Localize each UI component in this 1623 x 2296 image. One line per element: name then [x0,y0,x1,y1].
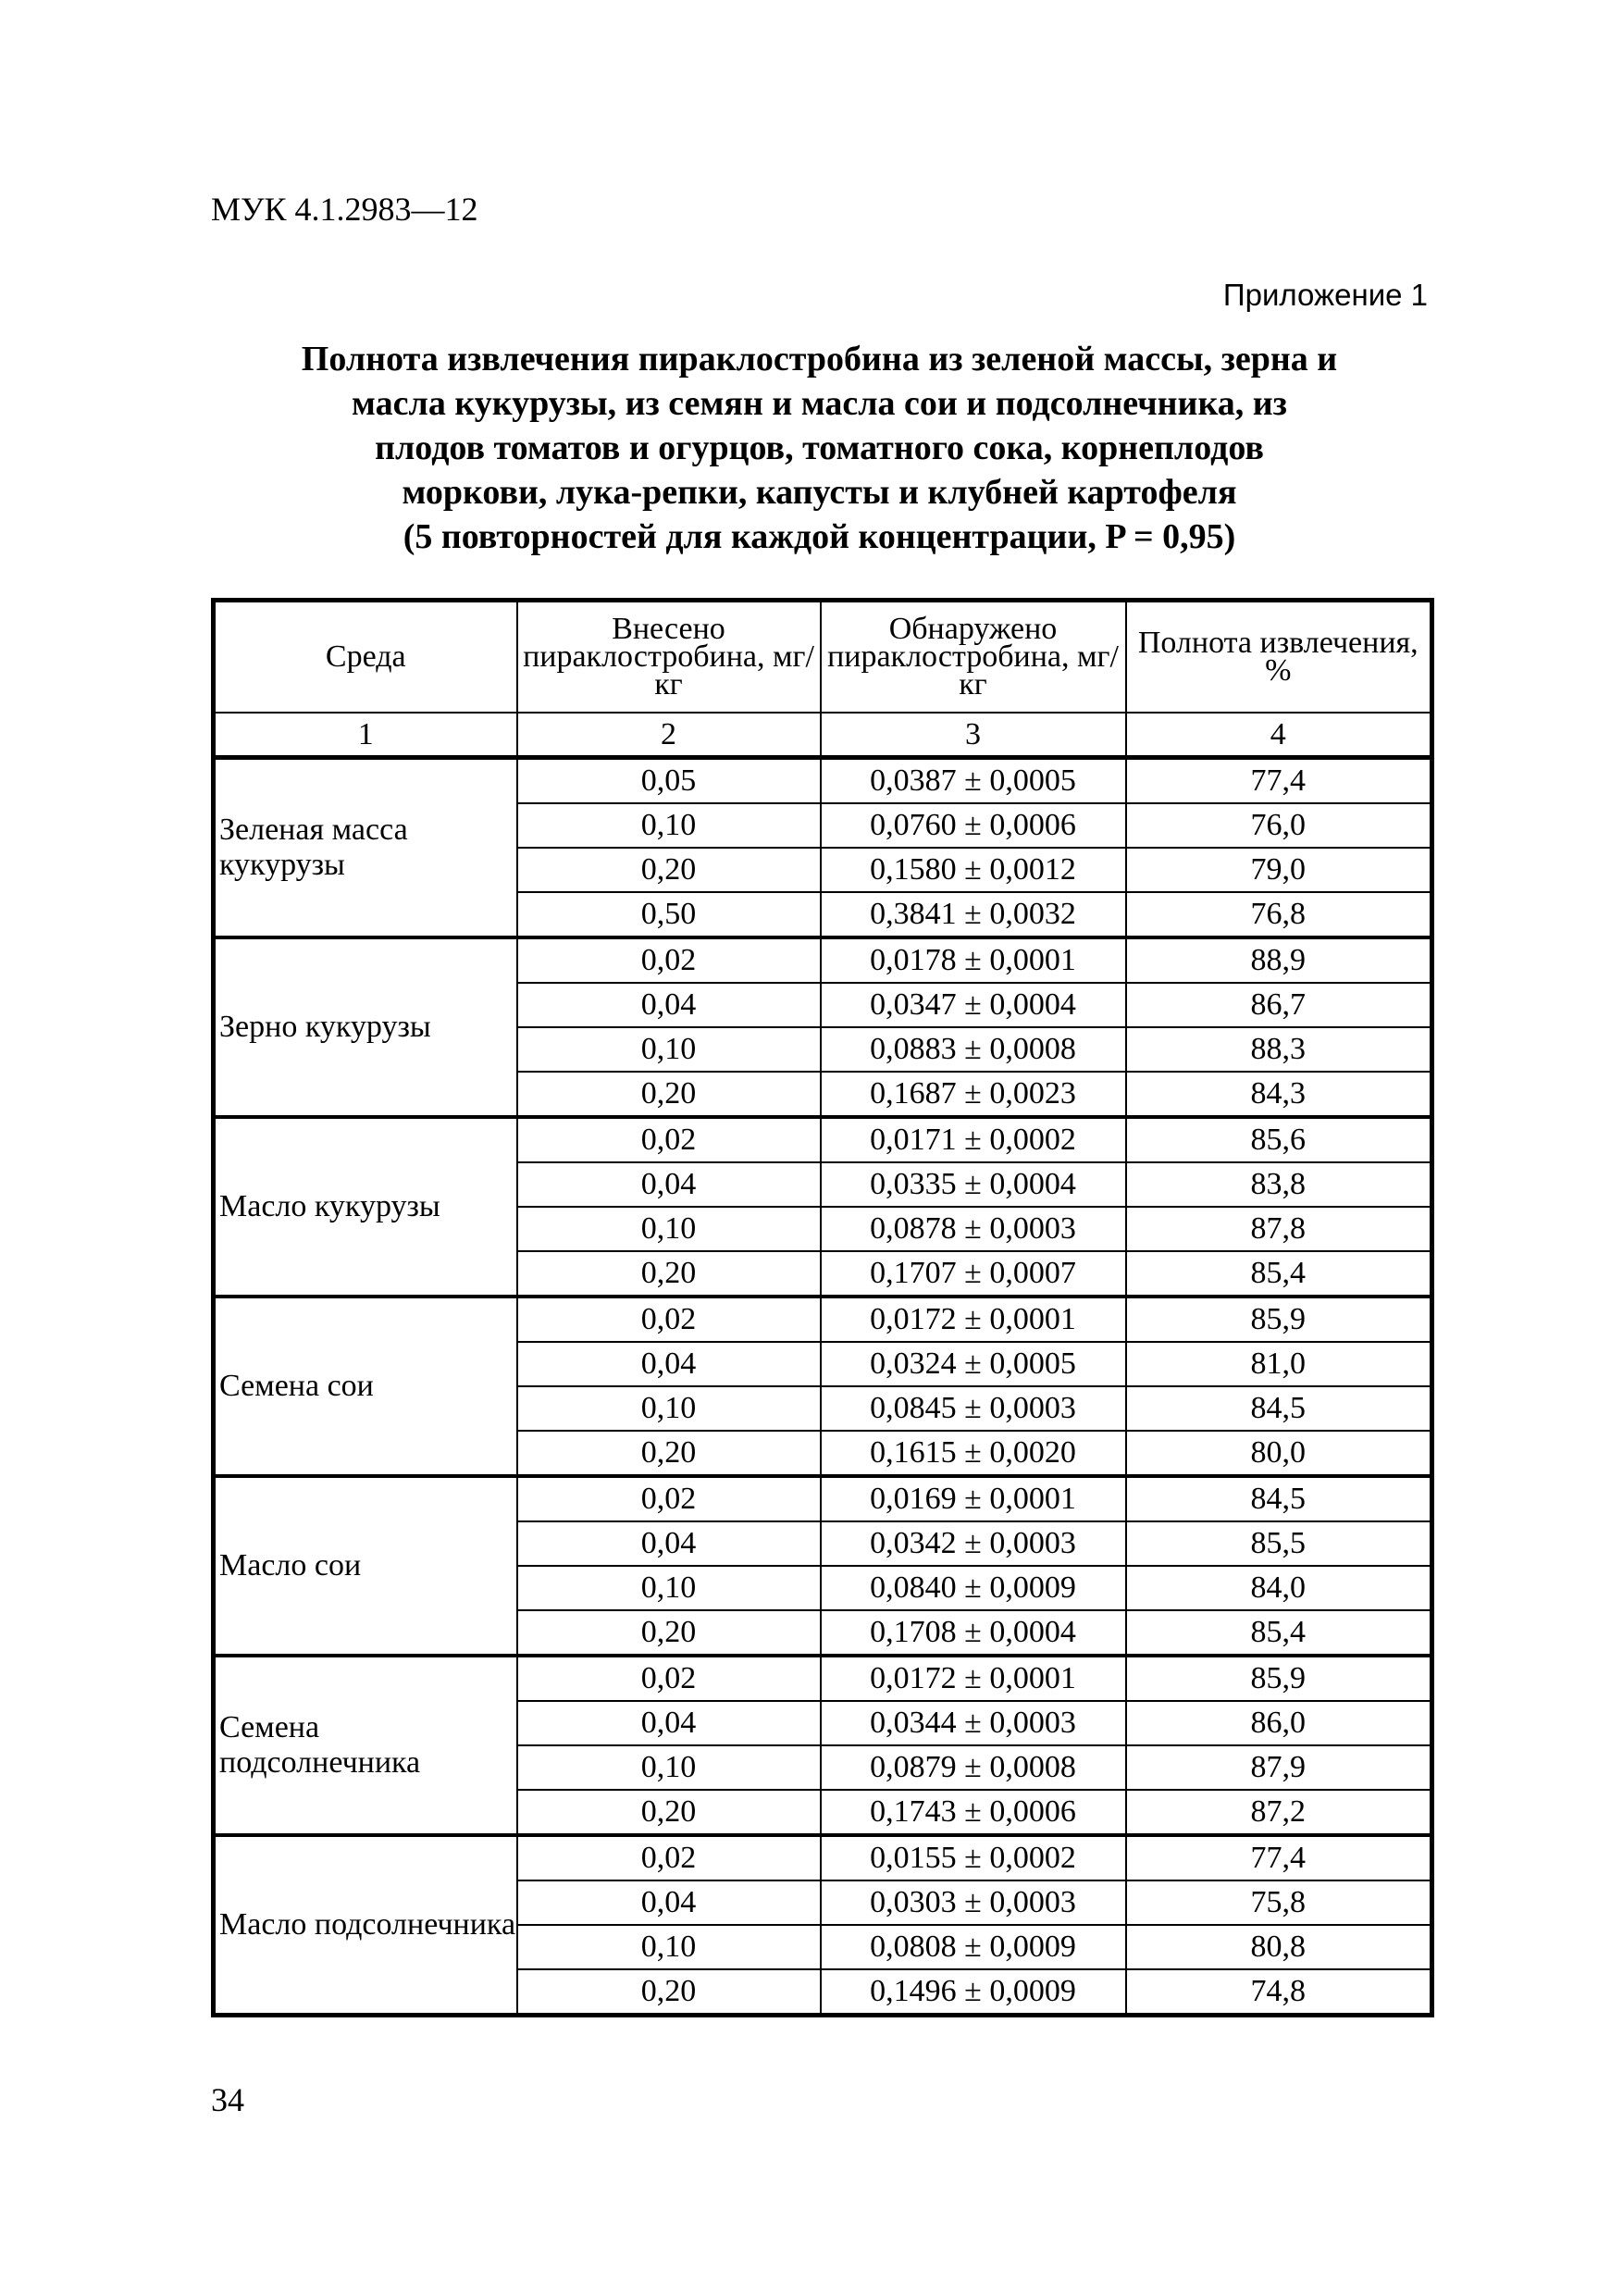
added-cell: 0,02 [517,1476,821,1521]
medium-cell: Семена подсолнечника [214,1656,517,1835]
medium-cell: Масло сои [214,1476,517,1656]
recovery-cell: 83,8 [1126,1162,1432,1207]
added-cell: 0,10 [517,1925,821,1969]
added-cell: 0,20 [517,1610,821,1656]
table-row [214,1297,1432,1342]
found-cell: 0,0335 ± 0,0004 [821,1162,1126,1207]
document-code: МУК 4.1.2983—12 [211,191,478,228]
found-cell: 0,0878 ± 0,0003 [821,1207,1126,1251]
added-cell: 0,04 [517,983,821,1027]
column-header-found: Обнаружено пираклостробина, мг/кг [821,601,1126,714]
table-body [214,758,1432,2016]
column-header-medium: Среда [214,601,517,714]
found-cell: 0,0883 ± 0,0008 [821,1027,1126,1072]
table-row [214,1656,1432,1701]
found-cell: 0,0347 ± 0,0004 [821,983,1126,1027]
table-row [214,1835,1432,1880]
recovery-cell: 85,9 [1126,1297,1432,1342]
recovery-cell: 85,4 [1126,1610,1432,1656]
title-line: моркови, лука-репки, капусты и клубней картофеля [402,473,1237,512]
found-cell: 0,1743 ± 0,0006 [821,1790,1126,1835]
found-cell: 0,3841 ± 0,0032 [821,892,1126,937]
added-cell: 0,02 [517,1835,821,1880]
added-cell: 0,10 [517,803,821,848]
found-cell: 0,0172 ± 0,0001 [821,1297,1126,1342]
added-cell: 0,10 [517,1386,821,1431]
found-cell: 0,1580 ± 0,0012 [821,848,1126,892]
recovery-cell: 85,5 [1126,1521,1432,1566]
header-row [214,601,1432,714]
column-header-recovery: Полнота извлечения, % [1126,601,1432,714]
recovery-cell: 88,9 [1126,937,1432,983]
recovery-cell: 85,6 [1126,1117,1432,1162]
medium-cell: Зерно кукурузы [214,937,517,1117]
added-cell: 0,20 [517,1790,821,1835]
found-cell: 0,0344 ± 0,0003 [821,1701,1126,1745]
column-number: 1 [214,713,517,758]
found-cell: 0,0303 ± 0,0003 [821,1880,1126,1925]
title-line: Полнота извлечения пираклостробина из зеленой массы, зерна и [301,340,1338,379]
found-cell: 0,1708 ± 0,0004 [821,1610,1126,1656]
added-cell: 0,20 [517,1072,821,1117]
added-cell: 0,04 [517,1701,821,1745]
medium-cell: Масло кукурузы [214,1117,517,1297]
recovery-cell: 87,2 [1126,1790,1432,1835]
added-cell: 0,02 [517,1297,821,1342]
medium-cell: Зеленая масса кукурузы [214,758,517,938]
recovery-cell: 77,4 [1126,758,1432,804]
found-cell: 0,1707 ± 0,0007 [821,1251,1126,1297]
added-cell: 0,10 [517,1745,821,1790]
recovery-cell: 86,7 [1126,983,1432,1027]
table-row [214,937,1432,983]
added-cell: 0,20 [517,848,821,892]
column-number-row [214,713,1432,758]
found-cell: 0,0845 ± 0,0003 [821,1386,1126,1431]
recovery-cell: 75,8 [1126,1880,1432,1925]
added-cell: 0,20 [517,1251,821,1297]
found-cell: 0,0387 ± 0,0005 [821,758,1126,804]
recovery-table [211,598,1434,2017]
table-row [214,758,1432,804]
recovery-cell: 85,4 [1126,1251,1432,1297]
recovery-cell: 81,0 [1126,1342,1432,1386]
title-line: масла кукурузы, из семян и масла сои и подсолнечника, из [352,384,1287,423]
found-cell: 0,0155 ± 0,0002 [821,1835,1126,1880]
found-cell: 0,0879 ± 0,0008 [821,1745,1126,1790]
recovery-cell: 76,8 [1126,892,1432,937]
recovery-cell: 84,3 [1126,1072,1432,1117]
recovery-cell: 76,0 [1126,803,1432,848]
found-cell: 0,1496 ± 0,0009 [821,1969,1126,2016]
added-cell: 0,20 [517,1969,821,2016]
recovery-cell: 87,8 [1126,1207,1432,1251]
found-cell: 0,0169 ± 0,0001 [821,1476,1126,1521]
found-cell: 0,0324 ± 0,0005 [821,1342,1126,1386]
found-cell: 0,0172 ± 0,0001 [821,1656,1126,1701]
added-cell: 0,05 [517,758,821,804]
recovery-cell: 84,0 [1126,1566,1432,1610]
appendix-label: Приложение 1 [1222,278,1428,312]
added-cell: 0,02 [517,937,821,983]
recovery-cell: 87,9 [1126,1745,1432,1790]
added-cell: 0,10 [517,1207,821,1251]
found-cell: 0,0171 ± 0,0002 [821,1117,1126,1162]
page-number: 34 [211,2081,244,2118]
found-cell: 0,0342 ± 0,0003 [821,1521,1126,1566]
recovery-cell: 84,5 [1126,1476,1432,1521]
found-cell: 0,1687 ± 0,0023 [821,1072,1126,1117]
medium-cell: Масло подсолнечника [214,1835,517,2016]
added-cell: 0,10 [517,1566,821,1610]
found-cell: 0,0178 ± 0,0001 [821,937,1126,983]
added-cell: 0,20 [517,1431,821,1476]
recovery-cell: 79,0 [1126,848,1432,892]
found-cell: 0,0808 ± 0,0009 [821,1925,1126,1969]
column-header-added: Внесено пираклостробина, мг/кг [517,601,821,714]
column-number: 2 [517,713,821,758]
found-cell: 0,0840 ± 0,0009 [821,1566,1126,1610]
recovery-cell: 74,8 [1126,1969,1432,2016]
recovery-cell: 85,9 [1126,1656,1432,1701]
recovery-cell: 80,0 [1126,1431,1432,1476]
column-number: 4 [1126,713,1432,758]
recovery-cell: 84,5 [1126,1386,1432,1431]
added-cell: 0,04 [517,1880,821,1925]
added-cell: 0,50 [517,892,821,937]
title-line: плодов томатов и огурцов, томатного сока, корнеплодов [375,428,1264,467]
recovery-cell: 86,0 [1126,1701,1432,1745]
added-cell: 0,04 [517,1521,821,1566]
found-cell: 0,1615 ± 0,0020 [821,1431,1126,1476]
added-cell: 0,10 [517,1027,821,1072]
title-line: (5 повторностей для каждой концентрации, P = 0,95) [403,517,1236,556]
table-row [214,1117,1432,1162]
found-cell: 0,0760 ± 0,0006 [821,803,1126,848]
recovery-cell: 77,4 [1126,1835,1432,1880]
added-cell: 0,04 [517,1162,821,1207]
added-cell: 0,02 [517,1117,821,1162]
recovery-cell: 80,8 [1126,1925,1432,1969]
column-number: 3 [821,713,1126,758]
added-cell: 0,02 [517,1656,821,1701]
medium-cell: Семена сои [214,1297,517,1476]
recovery-cell: 88,3 [1126,1027,1432,1072]
added-cell: 0,04 [517,1342,821,1386]
table-title [211,337,1428,559]
table-row [214,1476,1432,1521]
